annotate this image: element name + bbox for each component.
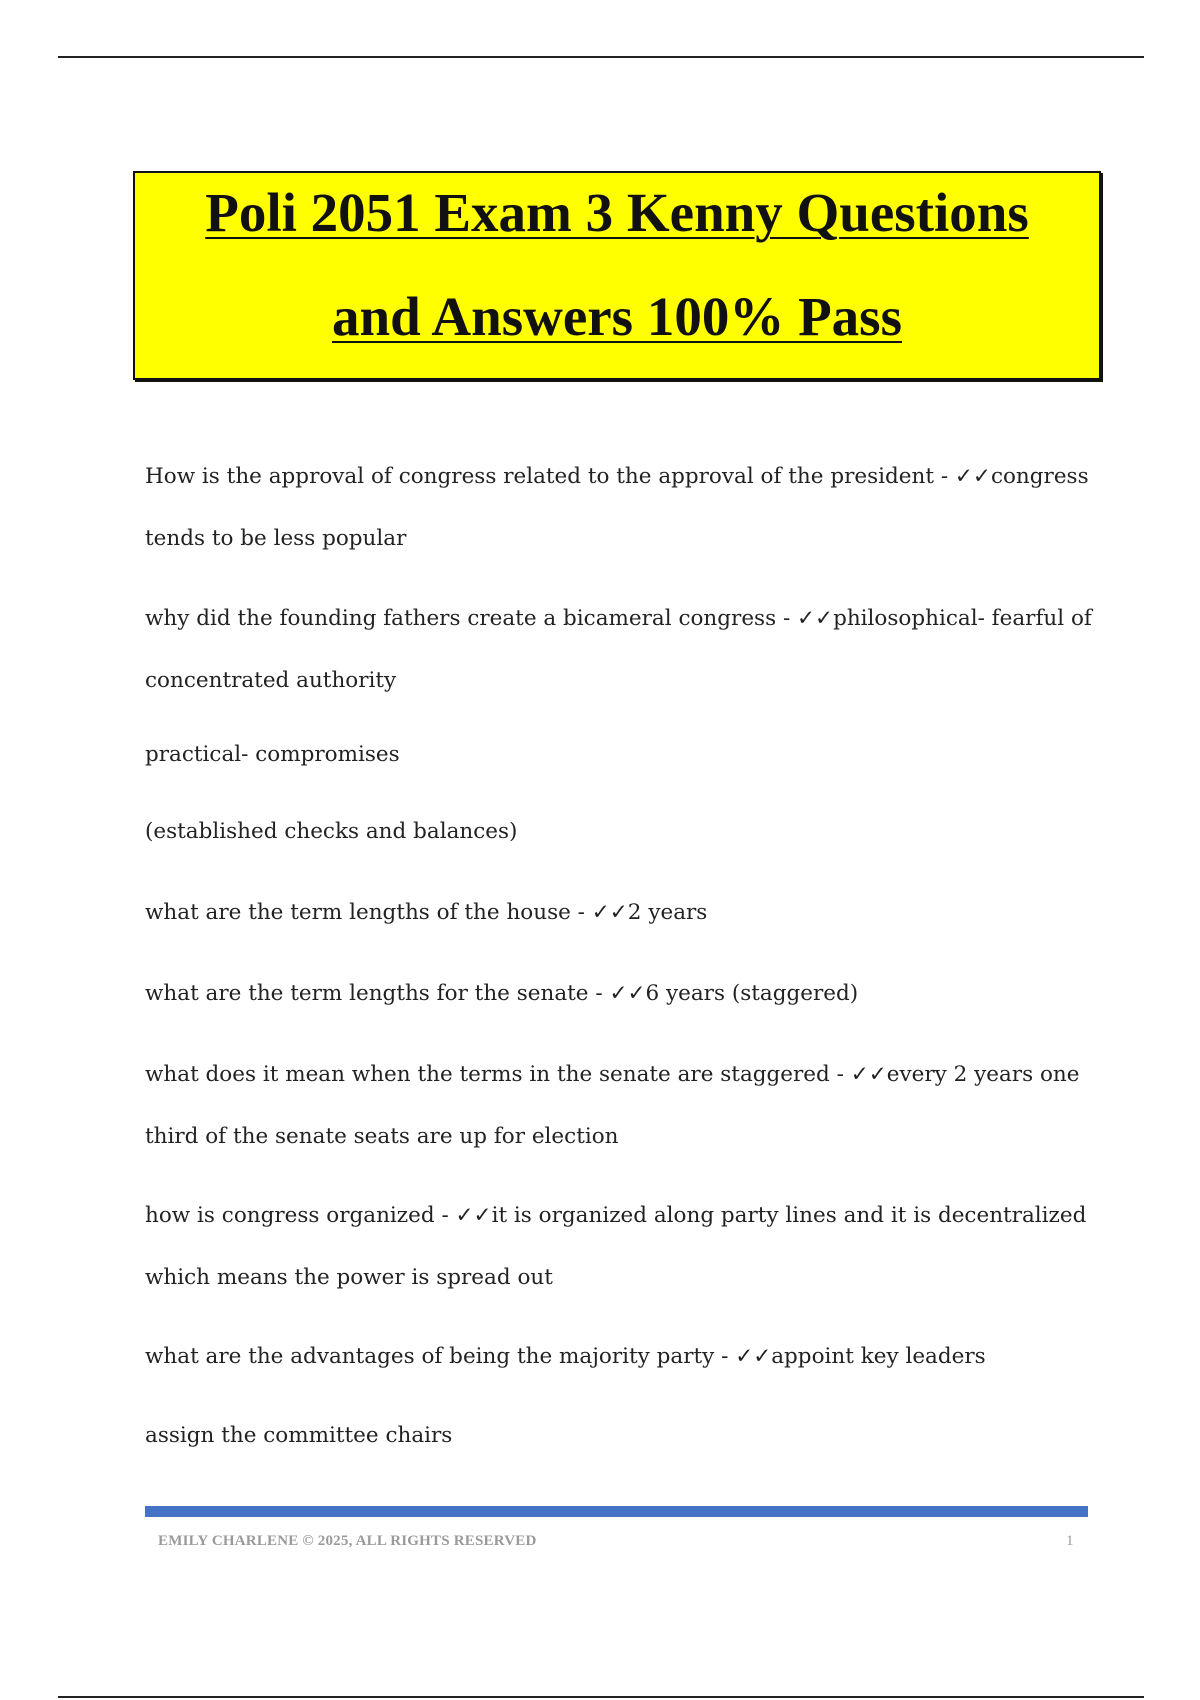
title-box xyxy=(133,171,1101,380)
content-line: what are the term lengths of the house - ✓✓2 years xyxy=(145,900,708,925)
content-line: assign the committee chairs xyxy=(145,1423,453,1448)
page-number: 1 xyxy=(1066,1533,1074,1549)
content-line: third of the senate seats are up for election xyxy=(145,1124,619,1149)
content-line: How is the approval of congress related to the approval of the president - ✓✓congress xyxy=(145,464,1089,489)
content-line: how is congress organized - ✓✓it is organized along party lines and it is decentralized xyxy=(145,1203,1087,1228)
content-line: why did the founding fathers create a bicameral congress - ✓✓philosophical- fearful of xyxy=(145,606,1092,631)
document-title-line-2: and Answers 100% Pass xyxy=(332,286,902,347)
content-line: tends to be less popular xyxy=(145,526,407,551)
content-line: (established checks and balances) xyxy=(145,819,518,844)
top-rule xyxy=(58,56,1144,58)
content-line: what are the term lengths for the senate - ✓✓6 years (staggered) xyxy=(145,981,859,1006)
bottom-rule xyxy=(58,1696,1144,1698)
content-line: practical- compromises xyxy=(145,742,400,767)
content-line: which means the power is spread out xyxy=(145,1265,553,1290)
content-line: concentrated authority xyxy=(145,668,397,693)
content-line: what does it mean when the terms in the senate are staggered - ✓✓every 2 years one xyxy=(145,1062,1080,1087)
document-title-line-1: Poli 2051 Exam 3 Kenny Questions xyxy=(205,182,1029,243)
content-line: what are the advantages of being the majority party - ✓✓appoint key leaders xyxy=(145,1344,986,1369)
footer-copyright: EMILY CHARLENE © 2025, ALL RIGHTS RESERVED xyxy=(158,1533,537,1549)
footer-bar xyxy=(145,1506,1088,1517)
